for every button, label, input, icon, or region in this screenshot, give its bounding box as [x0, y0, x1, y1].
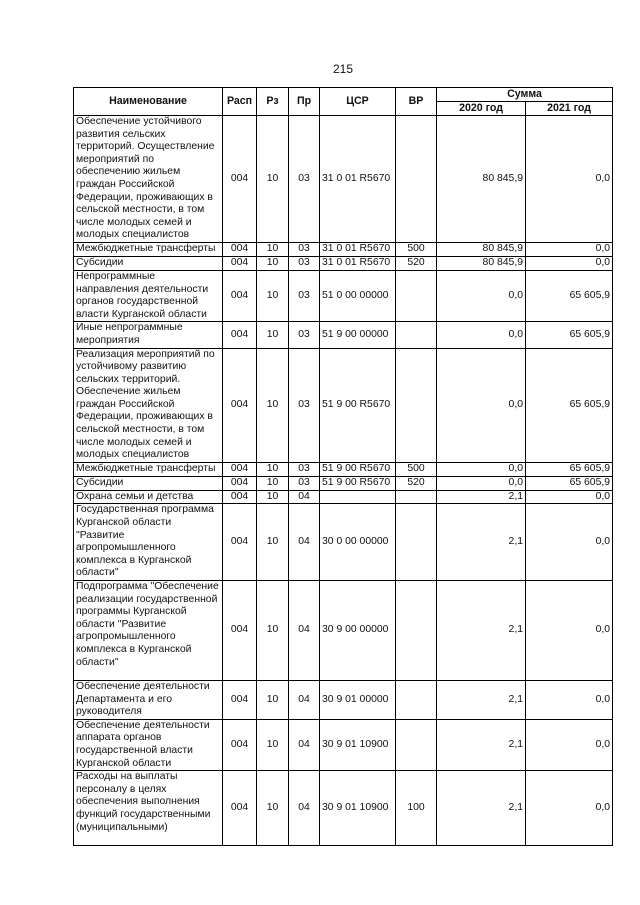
cell-name: Расходы на выплаты персоналу в целях обеспечения выполнения функций государственными (муниципальными) — [74, 771, 223, 846]
cell-2020: 2,1 — [437, 504, 526, 581]
cell-pr: 04 — [289, 681, 320, 720]
cell-2021: 65 605,9 — [526, 322, 613, 348]
cell-rasp: 004 — [223, 581, 257, 681]
cell-vr: 500 — [396, 462, 437, 476]
cell-2020: 80 845,9 — [437, 256, 526, 270]
cell-rasp: 004 — [223, 256, 257, 270]
cell-vr — [396, 490, 437, 504]
cell-2020: 2,1 — [437, 490, 526, 504]
cell-2021: 65 605,9 — [526, 270, 613, 321]
cell-2020: 0,0 — [437, 476, 526, 490]
cell-name: Обеспечение устойчивого развития сельских территорий. Осуществление мероприятий по обеспечению жильем граждан Российской Федерации, проживающих в сельской местности, в том числе молодых семей и молодых специалистов — [74, 116, 223, 243]
cell-rasp: 004 — [223, 771, 257, 846]
cell-rz: 10 — [257, 719, 289, 770]
cell-vr: 100 — [396, 771, 437, 846]
cell-csr: 30 9 01 00000 — [320, 681, 396, 720]
cell-vr: 520 — [396, 476, 437, 490]
cell-name: Охрана семьи и детства — [74, 490, 223, 504]
cell-2020: 2,1 — [437, 581, 526, 681]
header-vr: ВР — [396, 88, 437, 116]
cell-rasp: 004 — [223, 681, 257, 720]
cell-vr: 520 — [396, 256, 437, 270]
cell-rasp: 004 — [223, 462, 257, 476]
cell-csr — [320, 490, 396, 504]
cell-2020: 80 845,9 — [437, 116, 526, 243]
cell-rasp: 004 — [223, 348, 257, 462]
table-row — [74, 322, 613, 348]
cell-pr: 04 — [289, 719, 320, 770]
cell-rz: 10 — [257, 116, 289, 243]
cell-rasp: 004 — [223, 242, 257, 256]
cell-2021: 0,0 — [526, 490, 613, 504]
cell-name: Субсидии — [74, 256, 223, 270]
cell-rasp: 004 — [223, 116, 257, 243]
table-row — [74, 256, 613, 270]
cell-rz: 10 — [257, 771, 289, 846]
cell-pr: 03 — [289, 242, 320, 256]
cell-2021: 65 605,9 — [526, 462, 613, 476]
cell-name: Обеспечение деятельности Департамента и его руководителя — [74, 681, 223, 720]
budget-table — [73, 87, 613, 846]
cell-name: Субсидии — [74, 476, 223, 490]
cell-rz: 10 — [257, 490, 289, 504]
cell-vr — [396, 504, 437, 581]
cell-rasp: 004 — [223, 476, 257, 490]
table-body — [74, 116, 613, 846]
cell-pr: 03 — [289, 256, 320, 270]
cell-rz: 10 — [257, 681, 289, 720]
cell-vr — [396, 116, 437, 243]
cell-vr — [396, 270, 437, 321]
cell-vr — [396, 322, 437, 348]
cell-2021: 0,0 — [526, 256, 613, 270]
cell-rz: 10 — [257, 322, 289, 348]
cell-name: Подпрограмма "Обеспечение реализации государственной программы Курганской области "Развитие агропромышленного комплекса в Курганской области" — [74, 581, 223, 681]
cell-2021: 0,0 — [526, 681, 613, 720]
cell-pr: 03 — [289, 476, 320, 490]
cell-rz: 10 — [257, 476, 289, 490]
table-row — [74, 719, 613, 770]
cell-csr: 31 0 01 R5670 — [320, 256, 396, 270]
cell-pr: 04 — [289, 490, 320, 504]
cell-2021: 0,0 — [526, 242, 613, 256]
cell-name: Обеспечение деятельности аппарата органов государственной власти Курганской области — [74, 719, 223, 770]
table-row — [74, 581, 613, 681]
cell-vr — [396, 348, 437, 462]
cell-csr: 51 9 00 R5670 — [320, 476, 396, 490]
cell-csr: 51 9 00 R5670 — [320, 462, 396, 476]
cell-csr: 30 9 00 00000 — [320, 581, 396, 681]
cell-2020: 2,1 — [437, 771, 526, 846]
cell-pr: 03 — [289, 322, 320, 348]
cell-rasp: 004 — [223, 719, 257, 770]
cell-2021: 65 605,9 — [526, 476, 613, 490]
cell-2021: 0,0 — [526, 771, 613, 846]
cell-pr: 03 — [289, 462, 320, 476]
cell-rz: 10 — [257, 348, 289, 462]
cell-2021: 0,0 — [526, 504, 613, 581]
cell-rz: 10 — [257, 462, 289, 476]
cell-2021: 65 605,9 — [526, 348, 613, 462]
cell-2020: 0,0 — [437, 348, 526, 462]
cell-rasp: 004 — [223, 490, 257, 504]
cell-name: Государственная программа Курганской области "Развитие агропромышленного комплекса в Курганской области" — [74, 504, 223, 581]
cell-name: Межбюджетные трансферты — [74, 242, 223, 256]
cell-2020: 0,0 — [437, 270, 526, 321]
cell-vr — [396, 681, 437, 720]
cell-2021: 0,0 — [526, 719, 613, 770]
cell-name: Непрограммные направления деятельности органов государственной власти Курганской области — [74, 270, 223, 321]
cell-rasp: 004 — [223, 270, 257, 321]
cell-2020: 80 845,9 — [437, 242, 526, 256]
cell-vr — [396, 719, 437, 770]
cell-pr: 03 — [289, 348, 320, 462]
header-pr: Пр — [289, 88, 320, 116]
cell-rz: 10 — [257, 581, 289, 681]
cell-pr: 03 — [289, 270, 320, 321]
cell-rz: 10 — [257, 504, 289, 581]
table-row — [74, 504, 613, 581]
cell-csr: 31 0 01 R5670 — [320, 242, 396, 256]
cell-csr: 51 9 00 00000 — [320, 322, 396, 348]
header-rz: Рз — [257, 88, 289, 116]
cell-name: Реализация мероприятий по устойчивому развитию сельских территорий. Обеспечение жильем граждан Российской Федерации, проживающих в сельской местности, в том числе молодых семей и молодых специалистов — [74, 348, 223, 462]
cell-2021: 0,0 — [526, 581, 613, 681]
header-name: Наименование — [74, 88, 223, 116]
cell-csr: 51 9 00 R5670 — [320, 348, 396, 462]
cell-rz: 10 — [257, 270, 289, 321]
cell-rz: 10 — [257, 242, 289, 256]
cell-rasp: 004 — [223, 322, 257, 348]
cell-pr: 04 — [289, 504, 320, 581]
header-year-2020: 2020 год — [437, 102, 526, 116]
table-row — [74, 681, 613, 720]
cell-csr: 31 0 01 R5670 — [320, 116, 396, 243]
cell-2021: 0,0 — [526, 116, 613, 243]
table-row — [74, 270, 613, 321]
cell-csr: 30 0 00 00000 — [320, 504, 396, 581]
header-csr: ЦСР — [320, 88, 396, 116]
cell-pr: 04 — [289, 771, 320, 846]
cell-vr — [396, 581, 437, 681]
cell-csr: 30 9 01 10900 — [320, 719, 396, 770]
table-row — [74, 242, 613, 256]
table-row — [74, 348, 613, 462]
cell-2020: 2,1 — [437, 719, 526, 770]
cell-csr: 51 0 00 00000 — [320, 270, 396, 321]
table-row — [74, 490, 613, 504]
header-rasp: Расп — [223, 88, 257, 116]
cell-pr: 03 — [289, 116, 320, 243]
cell-rasp: 004 — [223, 504, 257, 581]
header-year-2021: 2021 год — [526, 102, 613, 116]
cell-csr: 30 9 01 10900 — [320, 771, 396, 846]
page-number: 215 — [332, 62, 354, 76]
table-row — [74, 462, 613, 476]
cell-2020: 0,0 — [437, 462, 526, 476]
table-row — [74, 476, 613, 490]
table-row — [74, 771, 613, 846]
cell-2020: 2,1 — [437, 681, 526, 720]
cell-pr: 04 — [289, 581, 320, 681]
cell-name: Межбюджетные трансферты — [74, 462, 223, 476]
cell-name: Иные непрограммные мероприятия — [74, 322, 223, 348]
cell-vr: 500 — [396, 242, 437, 256]
cell-2020: 0,0 — [437, 322, 526, 348]
table-row — [74, 116, 613, 243]
cell-rz: 10 — [257, 256, 289, 270]
header-sum: Сумма — [437, 88, 613, 102]
